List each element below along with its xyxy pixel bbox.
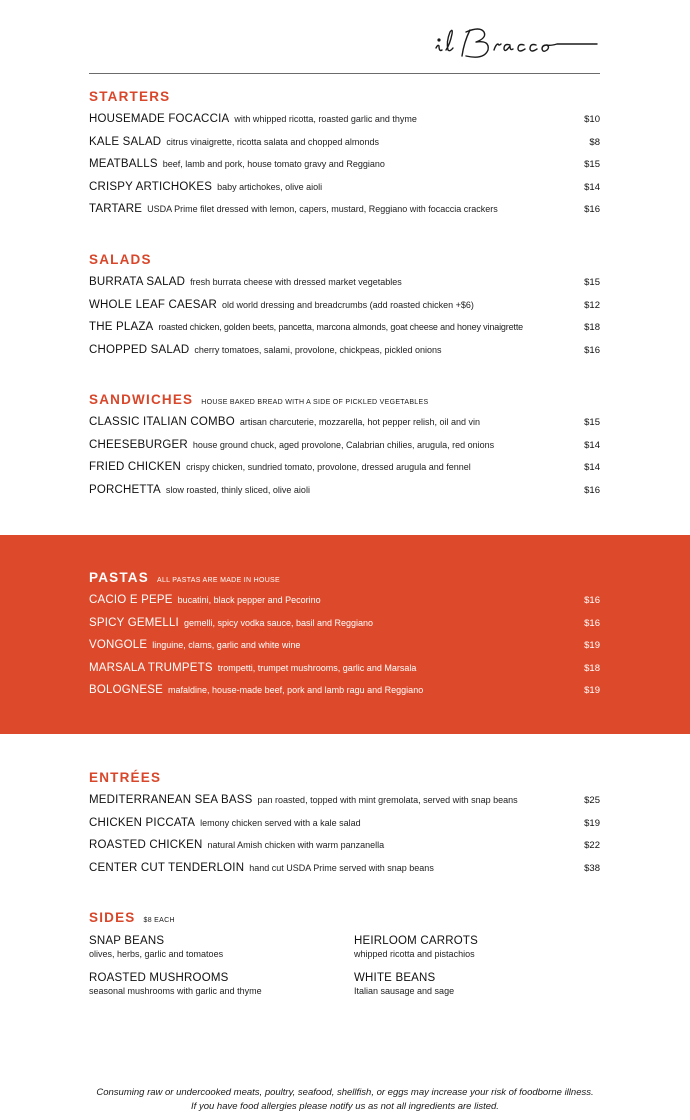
disclaimer-line-2: If you have food allergies please notify us as not all ingredients are listed. — [191, 1101, 499, 1112]
item-price: $16 — [584, 204, 600, 215]
side-description: seasonal mushrooms with garlic and thyme — [89, 986, 262, 996]
menu-item — [89, 416, 600, 439]
item-description: crispy chicken, sundried tomato, provolone, dressed arugula and fennel — [186, 462, 471, 472]
item-name: CHICKEN PICCATA — [89, 816, 196, 829]
item-price: $25 — [584, 795, 600, 806]
item-name: CHOPPED SALAD — [89, 343, 190, 356]
item-description: roasted chicken, golden beets, pancetta, marcona almonds, goat cheese and honey vinaigrette — [158, 322, 524, 332]
section-title: ENTRÉES — [89, 770, 162, 785]
menu-item — [89, 299, 600, 322]
item-description: hand cut USDA Prime served with snap beans — [249, 862, 434, 873]
item-description: bucatini, black pepper and Pecorino — [177, 595, 321, 605]
menu-item — [89, 817, 600, 840]
section-entrees — [89, 770, 600, 884]
item-price: $19 — [584, 685, 600, 696]
menu-item — [89, 461, 600, 484]
item-name: CENTER CUT TENDERLOIN — [89, 861, 245, 874]
item-name: SPICY GEMELLI — [89, 616, 179, 629]
item-name: CHEESEBURGER — [89, 438, 188, 451]
side-item — [354, 935, 594, 959]
item-price: $19 — [584, 817, 600, 829]
section-header — [89, 252, 600, 272]
header-divider — [89, 73, 600, 74]
item-description: trompetti, trumpet mushrooms, garlic and Marsala — [217, 662, 417, 673]
section-title: SANDWICHES — [89, 392, 194, 407]
menu-item — [89, 136, 600, 159]
section-header — [89, 570, 600, 590]
section-header — [89, 89, 600, 109]
item-price: $12 — [584, 299, 600, 311]
menu-item — [89, 113, 600, 136]
menu-item — [89, 158, 600, 181]
menu-list — [89, 594, 600, 707]
item-price: $16 — [584, 484, 600, 496]
item-description: USDA Prime filet dressed with lemon, capers, mustard, Reggiano with focaccia crackers — [147, 204, 498, 214]
item-description: house ground chuck, aged provolone, Calabrian chilies, arugula, red onions — [192, 439, 495, 450]
item-price: $16 — [584, 595, 600, 606]
item-name: PORCHETTA — [89, 483, 161, 496]
menu-item — [89, 639, 600, 662]
section-starters — [89, 89, 600, 226]
section-title: PASTAS — [89, 570, 149, 585]
item-description: citrus vinaigrette, ricotta salata and chopped almonds — [166, 136, 379, 147]
item-description: gemelli, spicy vodka sauce, basil and Reggiano — [183, 617, 374, 628]
item-name: BURRATA SALAD — [89, 276, 186, 288]
item-price: $15 — [584, 417, 600, 428]
section-note: ALL PASTAS ARE MADE IN HOUSE — [156, 577, 280, 584]
item-price: $18 — [584, 662, 600, 674]
side-item — [354, 972, 594, 996]
side-name: ROASTED MUSHROOMS — [89, 972, 229, 984]
disclaimer-line-1: Consuming raw or undercooked meats, poultry, seafood, shellfish, or eggs may increase your risk of foodborne illness. — [96, 1087, 594, 1098]
side-description: whipped ricotta and pistachios — [354, 949, 475, 959]
side-description: olives, herbs, garlic and tomatoes — [89, 949, 224, 959]
item-name: HOUSEMADE FOCACCIA — [89, 113, 230, 125]
item-name: BOLOGNESE — [89, 684, 164, 696]
item-description: with whipped ricotta, roasted garlic and thyme — [234, 114, 417, 124]
section-salads — [89, 252, 600, 366]
item-name: CACIO E PEPE — [89, 594, 173, 606]
menu-item — [89, 321, 600, 344]
menu-list — [89, 794, 600, 884]
item-name: KALE SALAD — [89, 135, 162, 148]
menu-item — [89, 594, 600, 617]
logo-script — [430, 18, 605, 66]
item-price: $14 — [584, 181, 600, 193]
pastas-band — [0, 535, 690, 734]
item-price: $14 — [584, 439, 600, 451]
menu-list — [89, 416, 600, 506]
menu-item — [89, 794, 600, 817]
item-name: FRIED CHICKEN — [89, 461, 182, 473]
section-note: $8 EACH — [143, 917, 175, 924]
item-price: $10 — [584, 114, 600, 125]
menu-item — [89, 839, 600, 862]
item-price: $15 — [584, 277, 600, 288]
item-description: lemony chicken served with a kale salad — [200, 817, 361, 828]
item-name: MARSALA TRUMPETS — [89, 661, 213, 674]
item-description: old world dressing and breadcrumbs (add roasted chicken +$6) — [222, 299, 474, 310]
item-description: fresh burrata cheese with dressed market vegetables — [190, 277, 402, 287]
item-description: slow roasted, thinly sliced, olive aioli — [165, 484, 310, 495]
menu-item — [89, 203, 600, 226]
menu-item — [89, 484, 600, 507]
restaurant-logo — [430, 18, 605, 66]
section-pastas — [89, 570, 600, 707]
side-item — [89, 972, 329, 996]
item-price: $18 — [584, 322, 600, 333]
item-price: $38 — [584, 862, 600, 874]
item-description: cherry tomatoes, salami, provolone, chickpeas, pickled onions — [194, 344, 442, 355]
item-price: $19 — [584, 640, 600, 651]
item-price: $16 — [584, 617, 600, 629]
menu-item — [89, 276, 600, 299]
section-sides — [89, 910, 600, 930]
side-name: SNAP BEANS — [89, 935, 165, 947]
section-header — [89, 392, 600, 412]
menu-item — [89, 617, 600, 640]
item-price: $16 — [584, 344, 600, 356]
menu-item — [89, 684, 600, 707]
section-note: HOUSE BAKED BREAD WITH A SIDE OF PICKLED VEGETABLES — [201, 399, 429, 406]
item-description: natural Amish chicken with warm panzanella — [207, 840, 385, 850]
item-description: linguine, clams, garlic and white wine — [152, 640, 301, 650]
item-name: ROASTED CHICKEN — [89, 839, 203, 851]
menu-list — [89, 113, 600, 226]
allergy-disclaimer — [0, 1086, 690, 1114]
section-sandwiches — [89, 392, 600, 506]
item-description: mafaldine, house-made beef, pork and lamb ragu and Reggiano — [168, 685, 424, 695]
side-description: Italian sausage and sage — [354, 986, 455, 996]
item-price: $22 — [584, 840, 600, 851]
item-name: THE PLAZA — [89, 321, 154, 333]
item-name: WHOLE LEAF CAESAR — [89, 298, 218, 311]
item-name: CLASSIC ITALIAN COMBO — [89, 416, 235, 428]
item-name: TARTARE — [89, 203, 143, 215]
item-name: MEATBALLS — [89, 158, 158, 170]
item-description: baby artichokes, olive aioli — [217, 181, 323, 192]
menu-item — [89, 439, 600, 462]
item-price: $14 — [584, 462, 600, 473]
section-title: STARTERS — [89, 89, 171, 104]
item-name: CRISPY ARTICHOKES — [89, 180, 213, 193]
item-description: pan roasted, topped with mint gremolata, served with snap beans — [257, 795, 518, 805]
section-title: SALADS — [89, 252, 152, 267]
menu-list — [89, 276, 600, 366]
side-name: WHITE BEANS — [354, 972, 436, 984]
item-price: $15 — [584, 159, 600, 170]
side-name: HEIRLOOM CARROTS — [354, 935, 478, 947]
item-name: MEDITERRANEAN SEA BASS — [89, 794, 253, 806]
section-header — [89, 770, 600, 790]
menu-item — [89, 662, 600, 685]
menu-item — [89, 344, 600, 367]
item-price: $8 — [589, 136, 600, 148]
menu-item — [89, 181, 600, 204]
side-item — [89, 935, 329, 959]
item-description: beef, lamb and pork, house tomato gravy and Reggiano — [162, 159, 385, 169]
section-title: SIDES — [89, 910, 136, 925]
item-name: VONGOLE — [89, 639, 148, 651]
menu-item — [89, 862, 600, 885]
item-description: artisan charcuterie, mozzarella, hot pepper relish, oil and vin — [239, 417, 480, 427]
section-header — [89, 910, 600, 930]
